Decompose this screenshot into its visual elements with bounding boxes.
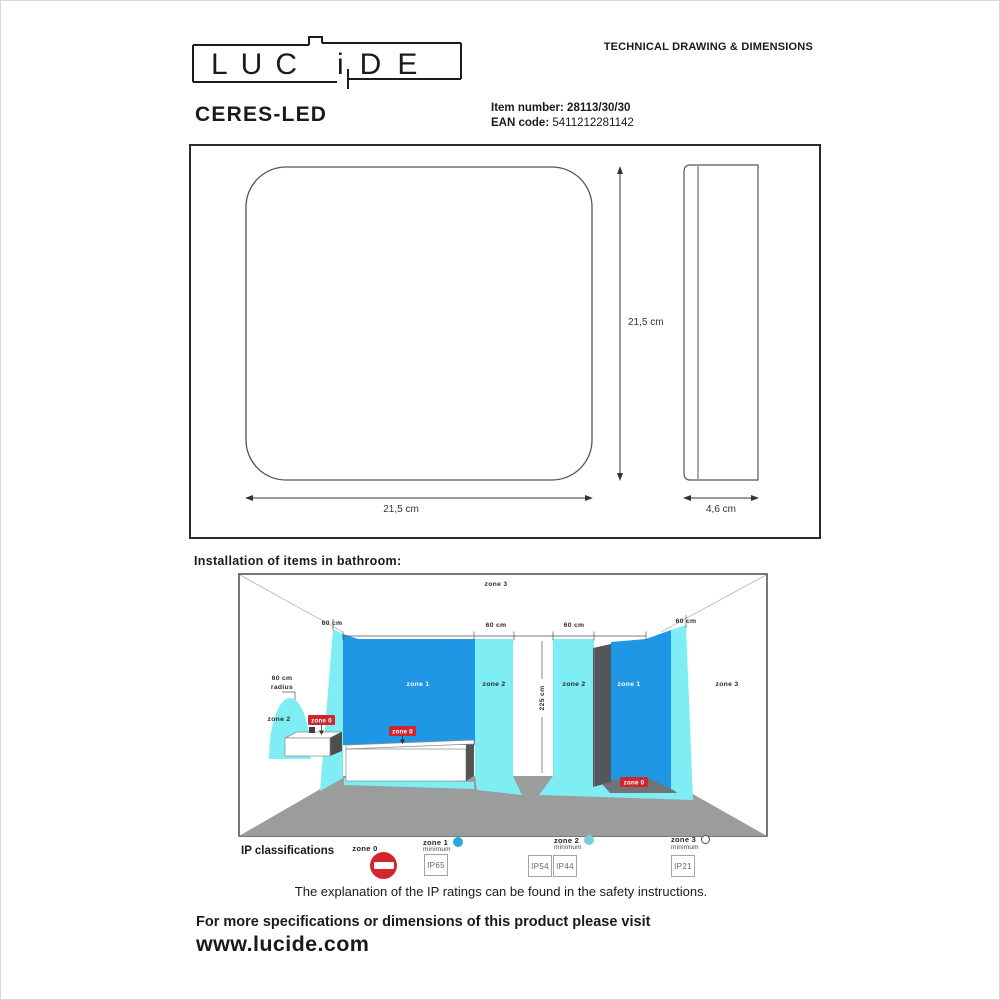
radius-label-line2: radius [270,684,294,691]
legend-zone2-ratings [528,855,577,877]
faucet [309,727,315,733]
ean-code-value: 5411212281142 [552,117,634,129]
logo-text-luc: LUC [211,48,311,81]
legend-zone3-ratings [671,855,695,877]
ip65-box: IP65 [424,854,448,876]
zone2-label-right: zone 2 [562,681,586,688]
technical-drawing [189,144,821,539]
legend-zone1-ratings [424,854,448,876]
legend-zone1-header: zone 1 [423,837,463,847]
height-dimension-label: 21,5 cm [628,317,664,328]
zone0-badge-shower [620,777,648,787]
product-codes [491,101,634,131]
zone1-label-shower: zone 1 [617,681,641,688]
bathroom-section-title: Installation of items in bathroom: [194,554,402,568]
zone1-sidewall-shower [646,630,671,789]
zone2-wall-strip-b [553,639,594,776]
zone1-dot-icon [453,837,463,847]
legend-title: IP classifications [241,845,335,857]
zone2-label-left: zone 2 [482,681,506,688]
ip54-box: IP54 [528,855,552,877]
zone3-circle-icon [701,835,710,844]
zone1-wall-shower [611,639,646,780]
side-view-outline [684,165,758,480]
dim-225cm-label: 225 cm [539,685,546,711]
document-type-title: TECHNICAL DRAWING & DIMENSIONS [603,41,813,53]
item-number-label: Item number: [491,102,564,114]
zone3-label-rightwall: zone 3 [715,681,739,688]
ip-footnote: The explanation of the IP ratings can be found in the safety instructions. [294,884,708,899]
ceiling-zone3-label: zone 3 [484,581,508,588]
width-dimension-label: 21,5 cm [383,504,419,515]
item-number-value: 28113/30/30 [567,102,631,114]
arch-zone2-label: zone 2 [267,716,291,723]
ean-code-label: EAN code: [491,117,550,129]
no-entry-icon [370,852,397,879]
dim-60cm-far-right: 60 cm [675,618,697,625]
front-view-outline [246,167,592,480]
ip21-box: IP21 [671,855,695,877]
radius-label-line1: 60 cm [271,675,293,682]
legend-zone3-minimum: minimum [671,844,699,851]
bathroom-zones-diagram [238,573,768,837]
legend-zone0-label: zone 0 [352,844,378,853]
svg-text:zone 0: zone 0 [623,779,645,787]
logo-text-ide: iDE [337,48,434,81]
depth-dimension-label: 4,6 cm [705,504,737,515]
zone2-dot-icon [584,835,594,845]
lucide-logo [189,29,465,93]
website-link[interactable]: www.lucide.com [196,932,370,956]
svg-text:zone 0: zone 0 [392,728,413,736]
legend-zone2-header: zone 2 [554,835,594,845]
dim-60cm-far-left: 60 cm [321,620,343,627]
ean-code-line [491,116,634,131]
footer-text: For more specifications or dimensions of this product please visit [196,914,651,930]
dim-60cm-mid-left: 60 cm [485,622,507,629]
product-name: CERES-LED [195,103,328,126]
legend-zone3-header: zone 3 [671,835,710,844]
dim-60cm-mid-right: 60 cm [563,622,585,629]
item-number-line [491,101,634,116]
legend-zone2-minimum: minimum [554,844,582,851]
legend-zone1-minimum: minimum [423,846,451,853]
svg-text:zone 0: zone 0 [311,717,332,725]
no-entry-bar [374,862,394,869]
zone1-label-bathtub: zone 1 [406,681,430,688]
shower-screen-panel [593,644,611,787]
zone2-wall-strip-a [475,639,513,776]
ip44-box: IP44 [553,855,577,877]
